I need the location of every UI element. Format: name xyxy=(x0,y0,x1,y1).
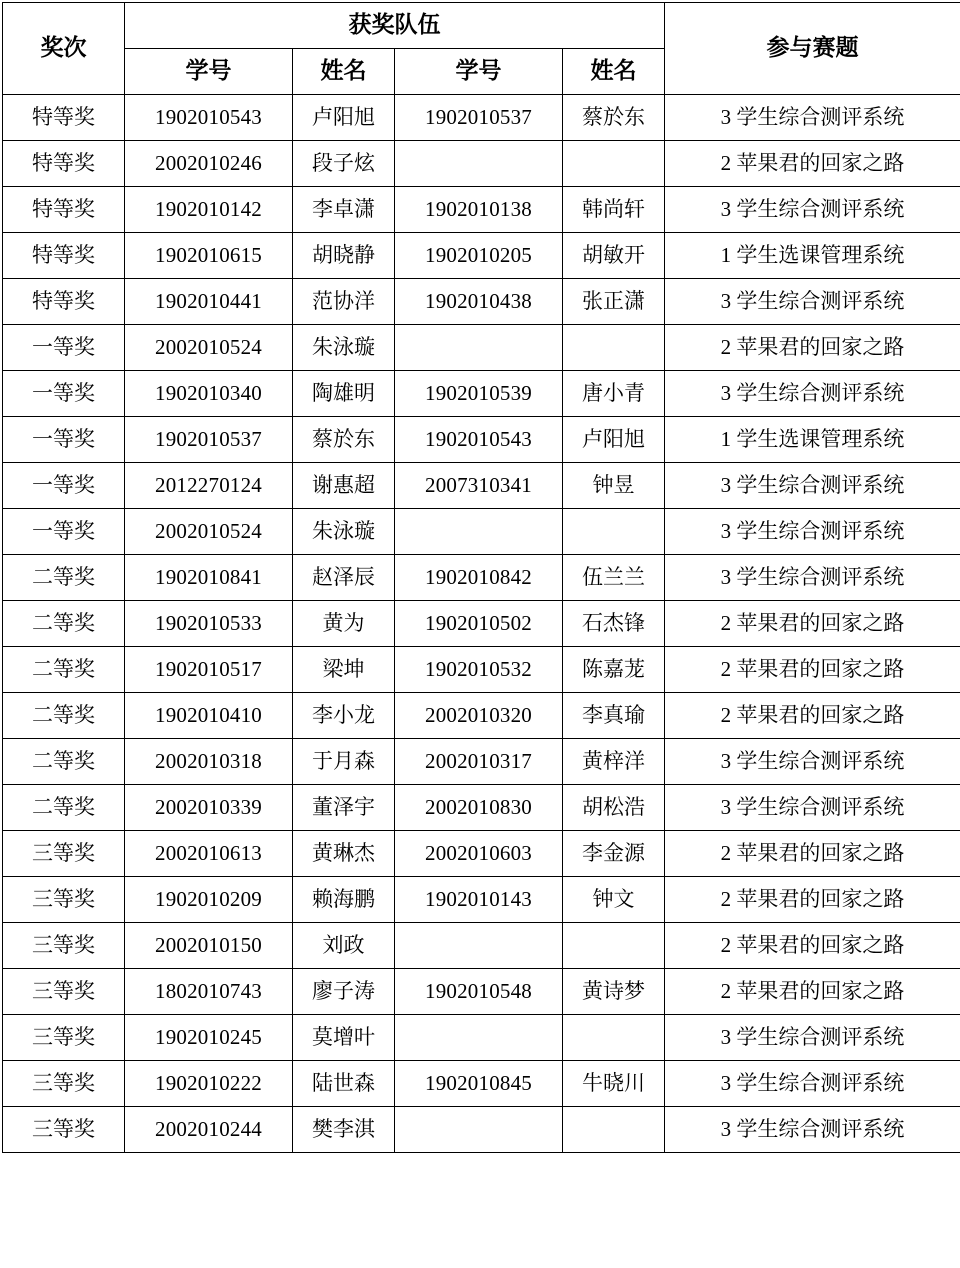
cell-award: 一等奖 xyxy=(3,371,125,417)
cell-student-id-2: 1902010438 xyxy=(395,279,563,325)
cell-student-id-1: 2002010318 xyxy=(125,739,293,785)
cell-award: 一等奖 xyxy=(3,417,125,463)
cell-topic: 2 苹果君的回家之路 xyxy=(665,141,960,187)
cell-student-id-2: 2002010830 xyxy=(395,785,563,831)
cell-student-id-2: 1902010205 xyxy=(395,233,563,279)
table-row xyxy=(3,279,960,325)
cell-topic: 3 学生综合测评系统 xyxy=(665,1015,960,1061)
cell-student-id-2: 2002010320 xyxy=(395,693,563,739)
cell-student-id-2 xyxy=(395,325,563,371)
cell-award: 三等奖 xyxy=(3,969,125,1015)
cell-name-1: 黄为 xyxy=(293,601,395,647)
cell-name-2: 牛晓川 xyxy=(563,1061,665,1107)
cell-topic: 2 苹果君的回家之路 xyxy=(665,601,960,647)
table-row xyxy=(3,95,960,141)
cell-name-1: 董泽宇 xyxy=(293,785,395,831)
cell-name-2: 李金源 xyxy=(563,831,665,877)
cell-topic: 2 苹果君的回家之路 xyxy=(665,831,960,877)
cell-student-id-2: 1902010143 xyxy=(395,877,563,923)
cell-student-id-2 xyxy=(395,509,563,555)
table-row xyxy=(3,509,960,555)
cell-name-1: 黄琳杰 xyxy=(293,831,395,877)
table-row xyxy=(3,555,960,601)
cell-topic: 1 学生选课管理系统 xyxy=(665,233,960,279)
award-results-table xyxy=(2,2,960,1153)
cell-award: 二等奖 xyxy=(3,647,125,693)
cell-student-id-2: 2002010317 xyxy=(395,739,563,785)
cell-student-id-1: 1902010615 xyxy=(125,233,293,279)
cell-name-1: 段子炫 xyxy=(293,141,395,187)
cell-student-id-1: 2002010246 xyxy=(125,141,293,187)
cell-student-id-1: 1902010537 xyxy=(125,417,293,463)
cell-student-id-1: 1902010543 xyxy=(125,95,293,141)
cell-student-id-1: 1902010142 xyxy=(125,187,293,233)
column-header-team: 获奖队伍 xyxy=(125,3,665,49)
cell-topic: 3 学生综合测评系统 xyxy=(665,279,960,325)
cell-student-id-2: 2007310341 xyxy=(395,463,563,509)
cell-name-2 xyxy=(563,509,665,555)
cell-student-id-2: 1902010537 xyxy=(395,95,563,141)
cell-award: 三等奖 xyxy=(3,923,125,969)
cell-name-1: 赵泽辰 xyxy=(293,555,395,601)
table-row xyxy=(3,1107,960,1153)
cell-student-id-2: 1902010845 xyxy=(395,1061,563,1107)
cell-name-2 xyxy=(563,1015,665,1061)
table-row xyxy=(3,325,960,371)
cell-student-id-1: 1902010245 xyxy=(125,1015,293,1061)
cell-topic: 1 学生选课管理系统 xyxy=(665,417,960,463)
cell-student-id-2 xyxy=(395,1107,563,1153)
cell-name-1: 李卓潇 xyxy=(293,187,395,233)
cell-student-id-1: 1902010410 xyxy=(125,693,293,739)
cell-name-1: 朱泳璇 xyxy=(293,509,395,555)
cell-name-1: 赖海鹏 xyxy=(293,877,395,923)
cell-topic: 2 苹果君的回家之路 xyxy=(665,647,960,693)
cell-student-id-2: 1902010548 xyxy=(395,969,563,1015)
table-row xyxy=(3,233,960,279)
cell-award: 特等奖 xyxy=(3,233,125,279)
cell-student-id-2: 1902010842 xyxy=(395,555,563,601)
table-row xyxy=(3,141,960,187)
cell-name-2 xyxy=(563,1107,665,1153)
cell-student-id-1: 1902010533 xyxy=(125,601,293,647)
cell-name-1: 李小龙 xyxy=(293,693,395,739)
table-row xyxy=(3,417,960,463)
cell-name-2: 李真瑜 xyxy=(563,693,665,739)
cell-award: 三等奖 xyxy=(3,1015,125,1061)
table-header xyxy=(3,3,960,95)
column-header-name-1: 姓名 xyxy=(293,49,395,95)
header-row-top xyxy=(3,3,960,49)
cell-name-2: 唐小青 xyxy=(563,371,665,417)
cell-name-1: 于月森 xyxy=(293,739,395,785)
cell-name-2: 胡松浩 xyxy=(563,785,665,831)
cell-award: 特等奖 xyxy=(3,141,125,187)
table-row xyxy=(3,969,960,1015)
cell-name-2: 张正潇 xyxy=(563,279,665,325)
cell-student-id-1: 2002010613 xyxy=(125,831,293,877)
table-row xyxy=(3,739,960,785)
cell-topic: 3 学生综合测评系统 xyxy=(665,785,960,831)
cell-award: 三等奖 xyxy=(3,1061,125,1107)
cell-student-id-1: 1802010743 xyxy=(125,969,293,1015)
cell-award: 三等奖 xyxy=(3,877,125,923)
cell-award: 二等奖 xyxy=(3,555,125,601)
cell-topic: 2 苹果君的回家之路 xyxy=(665,693,960,739)
cell-student-id-1: 2002010244 xyxy=(125,1107,293,1153)
cell-name-2: 石杰锋 xyxy=(563,601,665,647)
cell-topic: 3 学生综合测评系统 xyxy=(665,95,960,141)
table-row xyxy=(3,1015,960,1061)
cell-topic: 2 苹果君的回家之路 xyxy=(665,969,960,1015)
cell-award: 特等奖 xyxy=(3,279,125,325)
cell-student-id-1: 2002010524 xyxy=(125,509,293,555)
cell-award: 二等奖 xyxy=(3,739,125,785)
cell-name-1: 范协洋 xyxy=(293,279,395,325)
table-row xyxy=(3,647,960,693)
cell-name-2: 钟文 xyxy=(563,877,665,923)
table-row xyxy=(3,877,960,923)
table-row xyxy=(3,187,960,233)
cell-name-1: 卢阳旭 xyxy=(293,95,395,141)
cell-student-id-2 xyxy=(395,1015,563,1061)
cell-name-2: 钟昱 xyxy=(563,463,665,509)
column-header-name-2: 姓名 xyxy=(563,49,665,95)
cell-student-id-1: 1902010340 xyxy=(125,371,293,417)
cell-award: 特等奖 xyxy=(3,187,125,233)
cell-student-id-2: 1902010532 xyxy=(395,647,563,693)
cell-student-id-2: 1902010502 xyxy=(395,601,563,647)
table-row xyxy=(3,785,960,831)
table-row xyxy=(3,1061,960,1107)
cell-name-2: 伍兰兰 xyxy=(563,555,665,601)
table-body xyxy=(3,95,960,1153)
cell-name-2: 黄梓洋 xyxy=(563,739,665,785)
table-row xyxy=(3,371,960,417)
table-row xyxy=(3,831,960,877)
cell-name-1: 陶雄明 xyxy=(293,371,395,417)
cell-topic: 3 学生综合测评系统 xyxy=(665,463,960,509)
cell-name-1: 莫增叶 xyxy=(293,1015,395,1061)
cell-name-1: 梁坤 xyxy=(293,647,395,693)
cell-student-id-1: 2012270124 xyxy=(125,463,293,509)
cell-topic: 3 学生综合测评系统 xyxy=(665,555,960,601)
cell-award: 一等奖 xyxy=(3,325,125,371)
column-header-student-id-1: 学号 xyxy=(125,49,293,95)
cell-student-id-1: 2002010150 xyxy=(125,923,293,969)
cell-topic: 3 学生综合测评系统 xyxy=(665,371,960,417)
cell-award: 三等奖 xyxy=(3,1107,125,1153)
cell-name-1: 陆世森 xyxy=(293,1061,395,1107)
table-row xyxy=(3,463,960,509)
cell-name-2: 胡敏开 xyxy=(563,233,665,279)
cell-topic: 3 学生综合测评系统 xyxy=(665,1107,960,1153)
table-row xyxy=(3,601,960,647)
cell-student-id-2: 1902010543 xyxy=(395,417,563,463)
cell-topic: 2 苹果君的回家之路 xyxy=(665,877,960,923)
cell-topic: 3 学生综合测评系统 xyxy=(665,187,960,233)
cell-name-2 xyxy=(563,141,665,187)
cell-name-2 xyxy=(563,325,665,371)
cell-name-1: 廖子涛 xyxy=(293,969,395,1015)
cell-student-id-1: 1902010517 xyxy=(125,647,293,693)
cell-topic: 2 苹果君的回家之路 xyxy=(665,923,960,969)
cell-award: 一等奖 xyxy=(3,509,125,555)
cell-name-1: 樊李淇 xyxy=(293,1107,395,1153)
cell-name-1: 蔡於东 xyxy=(293,417,395,463)
cell-name-2: 蔡於东 xyxy=(563,95,665,141)
cell-name-1: 刘政 xyxy=(293,923,395,969)
cell-name-1: 胡晓静 xyxy=(293,233,395,279)
table-row xyxy=(3,693,960,739)
cell-student-id-1: 2002010524 xyxy=(125,325,293,371)
cell-student-id-2: 1902010539 xyxy=(395,371,563,417)
column-header-award: 奖次 xyxy=(3,3,125,95)
cell-award: 一等奖 xyxy=(3,463,125,509)
cell-student-id-2: 2002010603 xyxy=(395,831,563,877)
cell-student-id-1: 1902010209 xyxy=(125,877,293,923)
cell-student-id-2: 1902010138 xyxy=(395,187,563,233)
cell-topic: 3 学生综合测评系统 xyxy=(665,1061,960,1107)
cell-name-2: 韩尚轩 xyxy=(563,187,665,233)
column-header-student-id-2: 学号 xyxy=(395,49,563,95)
cell-student-id-1: 1902010441 xyxy=(125,279,293,325)
cell-student-id-2 xyxy=(395,923,563,969)
cell-award: 二等奖 xyxy=(3,785,125,831)
cell-award: 三等奖 xyxy=(3,831,125,877)
cell-name-2: 陈嘉茏 xyxy=(563,647,665,693)
cell-name-1: 谢惠超 xyxy=(293,463,395,509)
cell-name-2 xyxy=(563,923,665,969)
table-row xyxy=(3,923,960,969)
cell-name-2: 黄诗梦 xyxy=(563,969,665,1015)
cell-award: 特等奖 xyxy=(3,95,125,141)
cell-topic: 3 学生综合测评系统 xyxy=(665,739,960,785)
cell-topic: 3 学生综合测评系统 xyxy=(665,509,960,555)
cell-student-id-1: 1902010222 xyxy=(125,1061,293,1107)
cell-student-id-2 xyxy=(395,141,563,187)
column-header-topic: 参与赛题 xyxy=(665,3,960,95)
cell-name-1: 朱泳璇 xyxy=(293,325,395,371)
cell-student-id-1: 2002010339 xyxy=(125,785,293,831)
cell-award: 二等奖 xyxy=(3,693,125,739)
cell-name-2: 卢阳旭 xyxy=(563,417,665,463)
cell-award: 二等奖 xyxy=(3,601,125,647)
cell-student-id-1: 1902010841 xyxy=(125,555,293,601)
cell-topic: 2 苹果君的回家之路 xyxy=(665,325,960,371)
